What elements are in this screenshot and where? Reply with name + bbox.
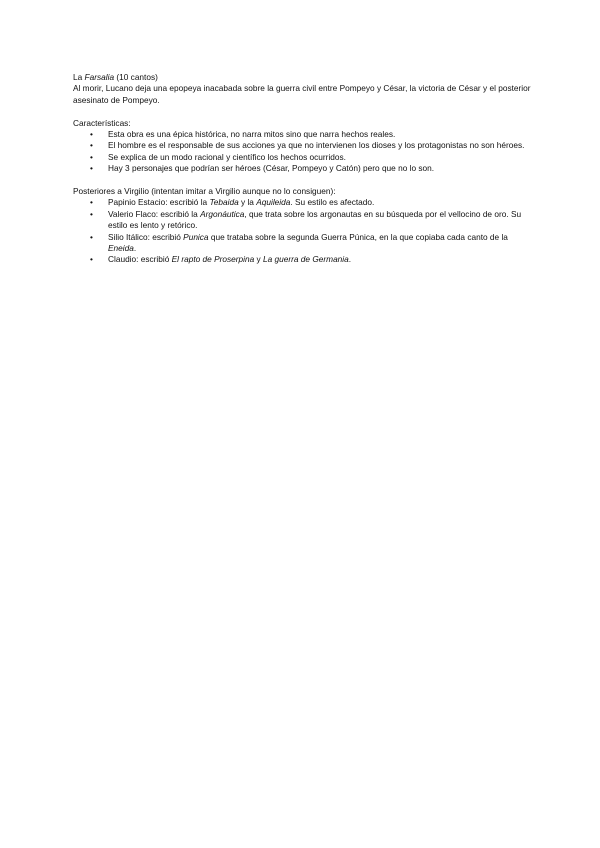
title-text: La	[73, 72, 85, 82]
caracteristicas-list	[73, 129, 531, 175]
list-item-claudio: • Claudio: escribió El rapto de Proserpina y La guerra de Germania.	[73, 254, 531, 265]
list-item-estacio: • Papinio Estacio: escribió la Tebaida y la Aquileida. Su estilo es afectado.	[73, 197, 531, 208]
title-suffix: (10 cantos)	[114, 72, 158, 82]
list-item-flaco: • Valerio Flaco: escribió la Argonáutica, que trata sobre los argonautas en su búsqueda por el vellocino de oro. Su estilo es lento y retórico.	[73, 209, 531, 232]
title-italic: Farsalia	[84, 72, 115, 82]
caracteristicas-section	[73, 118, 531, 175]
posteriores-heading: Posteriores a Virgilio (intentan imitar a Virgilio aunque no lo consiguen):	[73, 186, 336, 197]
document-content	[73, 72, 531, 266]
farsalia-description: Al morir, Lucano deja una epopeya inacabada sobre la guerra civil entre Pompeyo y César, la victoria de César y el posterior asesinato de Pompeyo.	[73, 83, 531, 105]
caracteristicas-heading: Características:	[73, 117, 131, 128]
list-item: • Esta obra es una épica histórica, no narra mitos sino que narra hechos reales.	[73, 129, 531, 140]
posteriores-section	[73, 186, 531, 266]
posteriores-list	[73, 197, 531, 265]
list-item: • Hay 3 personajes que podrían ser héroes (César, Pompeyo y Catón) pero que no lo son.	[73, 163, 531, 174]
list-item-italico: • Silio Itálico: escribió Punica que trataba sobre la segunda Guerra Púnica, en la que copiaba cada canto de la Eneida.	[73, 232, 531, 255]
list-item: • El hombre es el responsable de sus acciones ya que no intervienen los dioses y los protagonistas no son héroes.	[73, 140, 531, 151]
farsalia-title	[73, 72, 531, 83]
list-item: • Se explica de un modo racional y científico los hechos ocurridos.	[73, 152, 531, 163]
